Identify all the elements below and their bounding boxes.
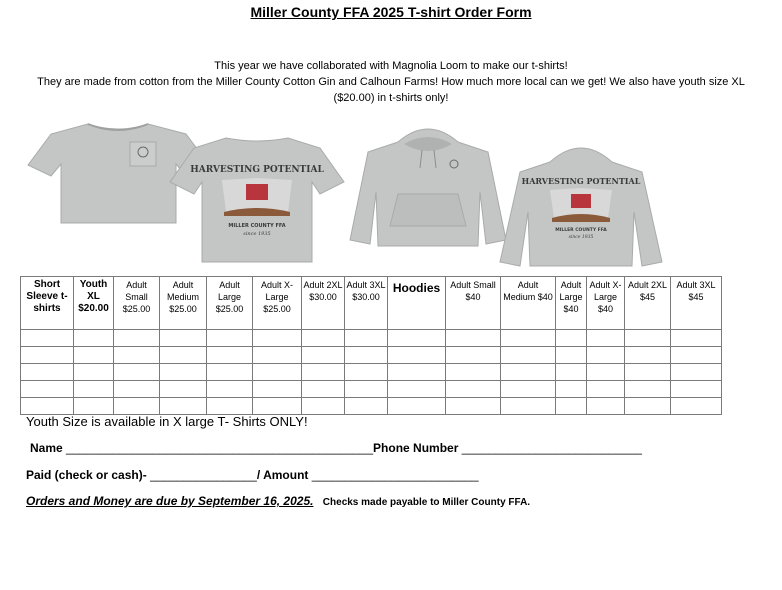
- table-row: [21, 398, 722, 415]
- order-table: [20, 276, 722, 415]
- order-cell[interactable]: [114, 330, 160, 347]
- order-cell[interactable]: [345, 364, 388, 381]
- order-cell[interactable]: [160, 398, 207, 415]
- checks-note: Checks made payable to Miller County FFA.: [322, 497, 531, 508]
- table-row: [21, 364, 722, 381]
- header-youth-xl: Youth XL $20.00: [74, 277, 114, 330]
- order-cell[interactable]: [388, 398, 446, 415]
- order-cell[interactable]: [446, 347, 501, 364]
- order-cell[interactable]: [74, 330, 114, 347]
- due-line: [26, 494, 530, 508]
- order-cell[interactable]: [253, 381, 302, 398]
- order-cell[interactable]: [345, 381, 388, 398]
- intro-line-2: They are made from cotton from the Miller County Cotton Gin and Calhoun Farms! How much more local can we get! We also have youth size XL ($20.00) in t-shirts only!: [37, 76, 745, 104]
- order-cell[interactable]: [345, 330, 388, 347]
- order-cell[interactable]: [388, 381, 446, 398]
- header-adult-large-hoodie: Adult Large $40: [556, 277, 587, 330]
- header-adult-2xl-hoodie: Adult 2XL $45: [625, 277, 671, 330]
- name-field[interactable]: ______________________________________________: [66, 441, 374, 455]
- order-cell[interactable]: [74, 381, 114, 398]
- header-adult-medium-hoodie: Adult Medium $40: [501, 277, 556, 330]
- order-cell[interactable]: [671, 330, 722, 347]
- amount-label: / Amount: [256, 468, 309, 482]
- header-adult-3xl-hoodie: Adult 3XL $45: [671, 277, 722, 330]
- order-cell[interactable]: [587, 398, 625, 415]
- header-hoodies: Hoodies: [388, 277, 446, 330]
- order-cell[interactable]: [345, 347, 388, 364]
- intro-text: [20, 58, 762, 106]
- header-adult-large-tee: Adult Large $25.00: [207, 277, 253, 330]
- svg-text:MILLER COUNTY FFA: MILLER COUNTY FFA: [555, 228, 607, 233]
- order-cell[interactable]: [671, 398, 722, 415]
- order-cell[interactable]: [587, 347, 625, 364]
- order-cell[interactable]: [207, 364, 253, 381]
- order-cell[interactable]: [501, 330, 556, 347]
- order-cell[interactable]: [114, 398, 160, 415]
- due-deadline: Orders and Money are due by September 16, 2025.: [26, 494, 314, 508]
- order-cell[interactable]: [556, 347, 587, 364]
- order-cell[interactable]: [501, 398, 556, 415]
- order-cell[interactable]: [671, 381, 722, 398]
- phone-label: Phone Number: [373, 441, 459, 455]
- order-cell[interactable]: [388, 347, 446, 364]
- order-cell[interactable]: [625, 398, 671, 415]
- order-cell[interactable]: [388, 364, 446, 381]
- amount-field[interactable]: _________________________: [311, 468, 479, 482]
- header-adult-xlarge-hoodie: Adult X-Large $40: [587, 277, 625, 330]
- order-cell[interactable]: [625, 381, 671, 398]
- order-cell[interactable]: [253, 330, 302, 347]
- table-header-row: [21, 277, 722, 330]
- order-cell[interactable]: [388, 330, 446, 347]
- order-cell[interactable]: [671, 364, 722, 381]
- header-adult-xlarge-tee: Adult X-Large $25.00: [253, 277, 302, 330]
- order-cell[interactable]: [501, 364, 556, 381]
- header-adult-medium-tee: Adult Medium $25.00: [160, 277, 207, 330]
- youth-size-note: Youth Size is available in X large T- Shirts ONLY!: [26, 414, 308, 429]
- order-cell[interactable]: [21, 398, 74, 415]
- graphic-org: MILLER COUNTY FFA: [228, 223, 286, 229]
- name-label: Name: [30, 441, 63, 455]
- order-cell[interactable]: [114, 381, 160, 398]
- order-cell[interactable]: [74, 364, 114, 381]
- order-cell[interactable]: [302, 347, 345, 364]
- order-cell[interactable]: [207, 330, 253, 347]
- graphic-headline: HARVESTING POTENTIAL: [190, 165, 324, 175]
- table-row: [21, 381, 722, 398]
- order-cell[interactable]: [556, 364, 587, 381]
- paid-amount-line: [26, 468, 479, 482]
- order-cell[interactable]: [21, 381, 74, 398]
- order-cell[interactable]: [253, 364, 302, 381]
- paid-label: Paid (check or cash)-: [26, 468, 147, 482]
- hoodie-back-image: [498, 140, 664, 268]
- order-cell[interactable]: [446, 330, 501, 347]
- order-cell[interactable]: [587, 381, 625, 398]
- name-phone-line: [30, 441, 642, 455]
- order-cell[interactable]: [587, 330, 625, 347]
- order-table-body: [21, 330, 722, 415]
- order-cell[interactable]: [302, 330, 345, 347]
- order-cell[interactable]: [207, 398, 253, 415]
- order-cell[interactable]: [625, 330, 671, 347]
- header-adult-small-hoodie: Adult Small $40: [446, 277, 501, 330]
- order-cell[interactable]: [556, 398, 587, 415]
- order-cell[interactable]: [21, 330, 74, 347]
- hoodie-front-image: [348, 122, 508, 248]
- header-short-sleeve: Short Sleeve t-shirts: [21, 277, 74, 330]
- table-row: [21, 347, 722, 364]
- order-cell[interactable]: [114, 364, 160, 381]
- intro-line-1: This year we have collaborated with Magnolia Loom to make our t-shirts!: [214, 60, 568, 72]
- order-cell[interactable]: [21, 364, 74, 381]
- paid-field[interactable]: ________________: [150, 468, 257, 482]
- table-row: [21, 330, 722, 347]
- order-cell[interactable]: [302, 398, 345, 415]
- order-cell[interactable]: [160, 347, 207, 364]
- order-cell[interactable]: [114, 347, 160, 364]
- order-cell[interactable]: [160, 381, 207, 398]
- order-cell[interactable]: [160, 330, 207, 347]
- order-cell[interactable]: [446, 398, 501, 415]
- order-cell[interactable]: [207, 347, 253, 364]
- order-cell[interactable]: [302, 364, 345, 381]
- order-cell[interactable]: [501, 347, 556, 364]
- order-cell[interactable]: [302, 381, 345, 398]
- graphic-since: since 1935: [243, 231, 271, 237]
- header-adult-2xl-tee: Adult 2XL $30.00: [302, 277, 345, 330]
- order-cell[interactable]: [74, 398, 114, 415]
- order-cell[interactable]: [556, 330, 587, 347]
- order-cell[interactable]: [160, 364, 207, 381]
- order-cell[interactable]: [625, 364, 671, 381]
- svg-text:since 1935: since 1935: [568, 235, 594, 240]
- page-title: Miller County FFA 2025 T-shirt Order Form: [250, 4, 532, 20]
- phone-field[interactable]: ___________________________: [461, 441, 642, 455]
- order-cell[interactable]: [21, 347, 74, 364]
- order-cell[interactable]: [253, 347, 302, 364]
- order-cell[interactable]: [253, 398, 302, 415]
- svg-text:HARVESTING POTENTIAL: HARVESTING POTENTIAL: [521, 176, 641, 186]
- header-adult-small-tee: Adult Small $25.00: [114, 277, 160, 330]
- order-cell[interactable]: [345, 398, 388, 415]
- order-cell[interactable]: [207, 381, 253, 398]
- order-cell[interactable]: [501, 381, 556, 398]
- order-cell[interactable]: [625, 347, 671, 364]
- order-cell[interactable]: [74, 347, 114, 364]
- order-cell[interactable]: [446, 381, 501, 398]
- order-cell[interactable]: [587, 364, 625, 381]
- tshirt-back-image: [168, 134, 346, 264]
- header-adult-3xl-tee: Adult 3XL $30.00: [345, 277, 388, 330]
- order-cell[interactable]: [556, 381, 587, 398]
- order-cell[interactable]: [671, 347, 722, 364]
- order-cell[interactable]: [446, 364, 501, 381]
